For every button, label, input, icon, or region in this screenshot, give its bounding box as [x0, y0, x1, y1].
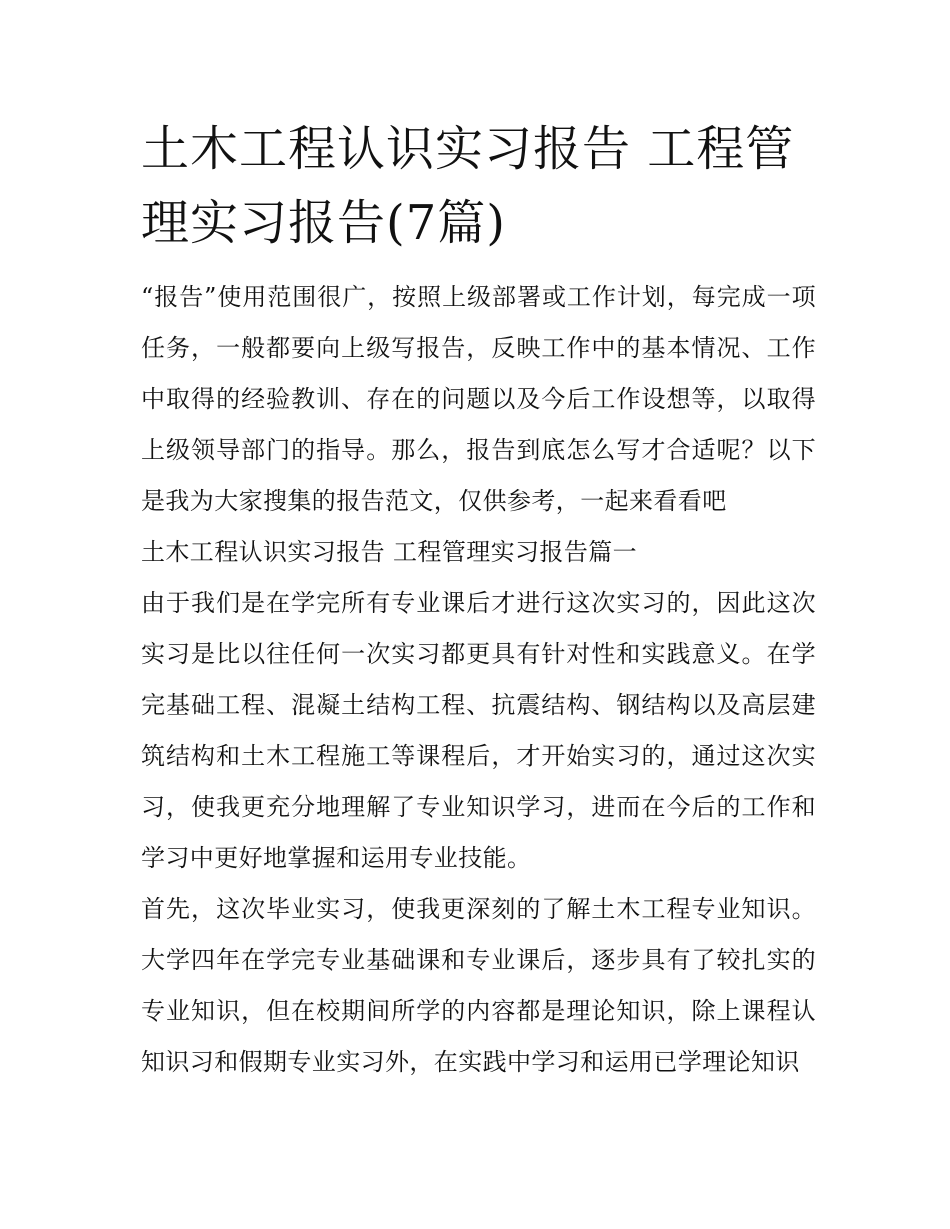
- body-paragraph: 首先，这次毕业实习，使我更深刻的了解土木工程专业知识。大学四年在学完专业基础课和专业课后，逐步具有了较扎实的专业知识，但在校期间所学的内容都是理论知识，除上课程认知识习和假期专业实习外，在实践中学习和运用已学理论知识: [141, 895, 816, 1076]
- section-heading: 土木工程认识实习报告 工程管理实习报告篇一: [141, 538, 638, 566]
- body-paragraph: 由于我们是在学完所有专业课后才进行这次实习的，因此这次实习是比以往任何一次实习都更具有针对性和实践意义。在学完基础工程、混凝土结构工程、抗震结构、钢结构以及高层建筑结构和土木工程施工等课程后，才开始实习的，通过这次实习，使我更充分地理解了专业知识学习，进而在今后的工作和学习中更好地掌握和运用专业技能。: [141, 589, 816, 872]
- document-title: 土木工程认识实习报告 工程管理实习报告(7篇): [141, 121, 795, 251]
- intro-paragraph: “报告”使用范围很广，按照上级部署或工作计划，每完成一项任务，一般都要向上级写报告，反映工作中的基本情况、工作中取得的经验教训、存在的问题以及今后工作设想等，以取得上级领导部门的指导。那么，报告到底怎么写才合适呢？以下是我为大家搜集的报告范文，仅供参考，一起来看看吧: [141, 283, 816, 515]
- document-page: [141, 112, 816, 1088]
